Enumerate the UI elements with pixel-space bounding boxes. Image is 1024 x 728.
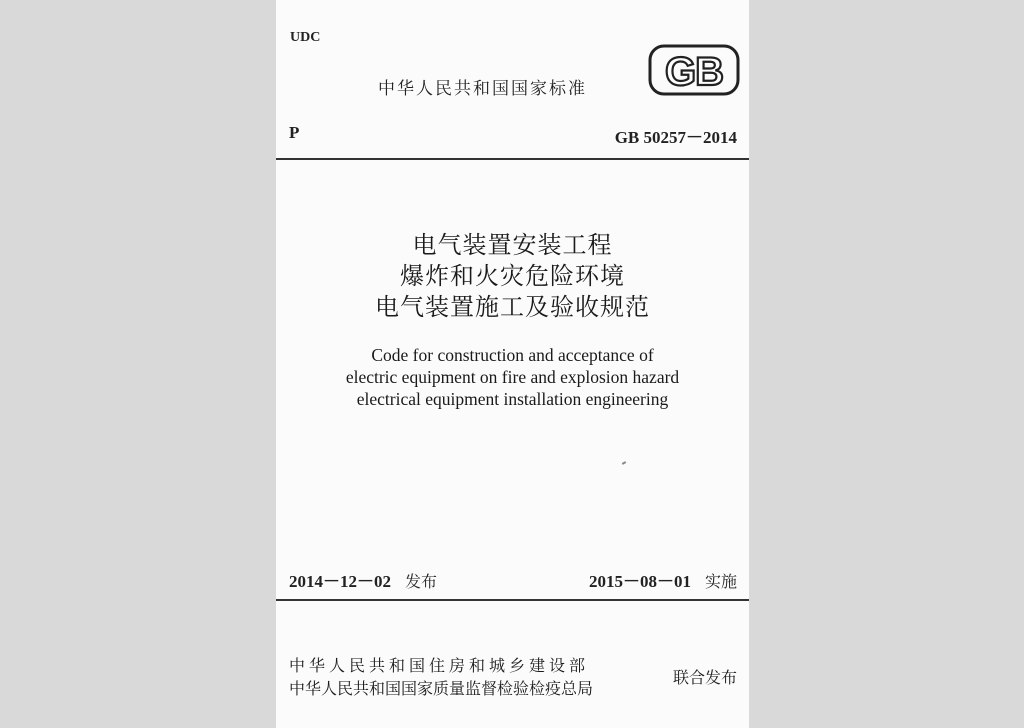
svg-text:GB: GB	[665, 50, 723, 94]
gb-logo	[648, 44, 740, 96]
scan-speck	[622, 461, 626, 465]
chinese-title-line: 电气装置安装工程	[412, 231, 613, 259]
release-label: 发布	[405, 572, 438, 591]
issuing-authorities	[289, 654, 593, 700]
bottom-divider	[276, 599, 749, 601]
english-title	[276, 344, 749, 410]
implement-date: 2015－08－01	[588, 572, 691, 591]
issuer-ministry-housing: 中华人民共和国住房和城乡建设部	[289, 656, 590, 675]
standard-number: GB 50257－2014	[614, 128, 737, 147]
release-date: 2014－12－02	[289, 572, 391, 591]
joint-release-label: 联合发布	[672, 668, 737, 687]
standard-cover-page	[276, 0, 749, 728]
category-code: P	[289, 123, 300, 142]
issuer-aqsiq: 中华人民共和国国家质量监督检验检疫总局	[289, 679, 594, 698]
chinese-title-line: 爆炸和火灾危险环境	[400, 262, 625, 290]
chinese-title	[276, 230, 749, 323]
national-standard-title: 中华人民共和国国家标准	[378, 79, 587, 99]
release-date-row	[289, 567, 437, 592]
english-title-line: electrical equipment installation engineering	[356, 389, 669, 409]
implement-label: 实施	[704, 572, 737, 591]
implement-date-row	[589, 567, 737, 592]
chinese-title-line: 电气装置施工及验收规范	[375, 293, 650, 321]
top-divider	[276, 158, 749, 160]
english-title-line: electric equipment on fire and explosion hazard	[345, 367, 680, 387]
english-title-line: Code for construction and acceptance of	[371, 345, 654, 365]
udc-label: UDC	[290, 30, 321, 45]
